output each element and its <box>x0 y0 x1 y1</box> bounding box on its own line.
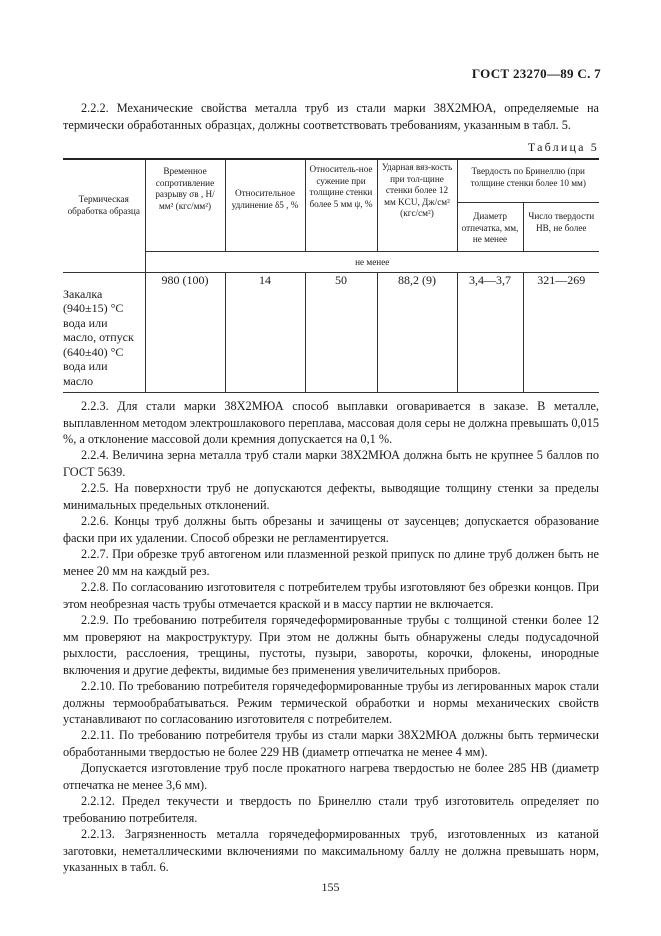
table-5 <box>63 158 599 393</box>
paragraph-2-2-3: 2.2.3. Для стали марки 38Х2МЮА способ выплавки оговаривается в заказе. В металле, выплавленном методом электрошлакового переплава, массовая доля серы не должна превышать 0,015 %, а отклонение массовой доли кремния допускается на 0,1 %. <box>63 399 599 447</box>
header-treatment: Термическая обработка образца <box>67 194 140 216</box>
paragraph-2-2-7: 2.2.7. При обрезке труб автогеном или плазменной резкой припуск по длине труб должен быть не менее 20 мм на каждый рез. <box>63 547 599 578</box>
cell-tensile: 980 (100) <box>161 272 209 287</box>
paragraph-2-2-9: 2.2.9. По требованию потребителя горячедеформированные трубы с толщиной стенки более 12 мм проверяют на макроструктуру. При этом не должны быть обнаружены следы подусадочной рыхлости, расслоения, трещины, пустоты, пузыри, завороты, корочки, флокены, инородные включения и другие дефекты, видимые без применения увеличительных приборов. <box>63 613 599 677</box>
page-header: ГОСТ 23270—89 С. 7 <box>471 66 601 81</box>
paragraph-2-2-11-note: Допускается изготовление труб после прокатного нагрева твердостью не более 285 НВ (диаметр отпечатка не менее 3,6 мм). <box>63 761 599 792</box>
cell-elongation: 14 <box>259 272 271 287</box>
header-tensile: Временное сопротивление разрыву σв , Н/мм² (кгс/мм²) <box>155 166 215 211</box>
paragraph-2-2-12: 2.2.12. Предел текучести и твердость по Бринеллю стали труб изготовитель определяет по требованию потребителя. <box>63 794 599 825</box>
paragraph-2-2-2: 2.2.2. Механические свойства металла труб из стали марки 38Х2МЮА, определяемые на термически обработанных образцах, должны соответствовать требованиям, указанным в табл. 5. <box>63 101 599 132</box>
header-reduction: Относитель-ное сужение при толщине стенки более 5 мм ψ, % <box>309 164 373 209</box>
paragraph-2-2-8: 2.2.8. По согласованию изготовителя с потребителем трубы изготовляют без обрезки концов. При этом необрезная часть трубы отмечается краской и в массу партии не включается. <box>63 580 599 611</box>
page-number: 155 <box>321 880 340 894</box>
cell-diameter: 3,4—3,7 <box>469 272 511 287</box>
header-impact: Ударная вяз-кость при тол-щине стенки более 12 мм KCU, Дж/см² (кгс/см²) <box>381 162 453 219</box>
paragraph-2-2-11: 2.2.11. По требованию потребителя трубы из стали марки 38Х2МЮА должны быть термически обработанными твердостью не более 229 НВ (диаметр отпечатка не менее 4 мм). <box>63 728 599 759</box>
paragraph-2-2-13: 2.2.13. Загрязненность металла горячедеформированных труб, изготовленных из катаной заготовки, неметаллическими включениями по максимальному баллу не должна превышать норм, указанных в табл. 6. <box>63 827 599 875</box>
header-hardness: Твердость по Бринеллю (при толщине стенки более 10 мм) <box>470 166 586 188</box>
cell-treatment: Закалка (940±15) °С вода или масло, отпуск (640±40) °С вода или масло <box>63 286 134 388</box>
cell-impact: 88,2 (9) <box>398 272 436 287</box>
header-diameter: Диаметр отпечатка, мм, не менее <box>461 211 519 245</box>
header-hb: Число твердости НВ, не более <box>528 211 595 233</box>
header-not-less: не менее <box>355 257 390 267</box>
header-elongation: Относительное удлинение δ5 , % <box>231 188 299 210</box>
paragraph-2-2-5: 2.2.5. На поверхности труб не допускаются дефекты, выводящие толщину стенки за пределы минимальных предельных отклонений. <box>63 481 599 512</box>
table-caption: Таблица 5 <box>527 140 599 154</box>
paragraph-2-2-10: 2.2.10. По требованию потребителя горячедеформированные трубы из легированных марок стали должны термообрабатываться. Режим термической обработки и нормы механических свойств устанавливают по согласованию изготовителя с потребителем. <box>63 679 599 727</box>
cell-reduction: 50 <box>335 272 347 287</box>
table-row <box>63 272 599 393</box>
cell-hb: 321—269 <box>537 272 586 287</box>
paragraph-2-2-6: 2.2.6. Концы труб должны быть обрезаны и зачищены от заусенцев; допускается образование фаски при их удалении. Способ обрезки не регламентируется. <box>63 514 599 545</box>
paragraph-2-2-4: 2.2.4. Величина зерна металла труб стали марки 38Х2МЮА должна быть не крупнее 5 баллов по ГОСТ 5639. <box>63 448 599 479</box>
